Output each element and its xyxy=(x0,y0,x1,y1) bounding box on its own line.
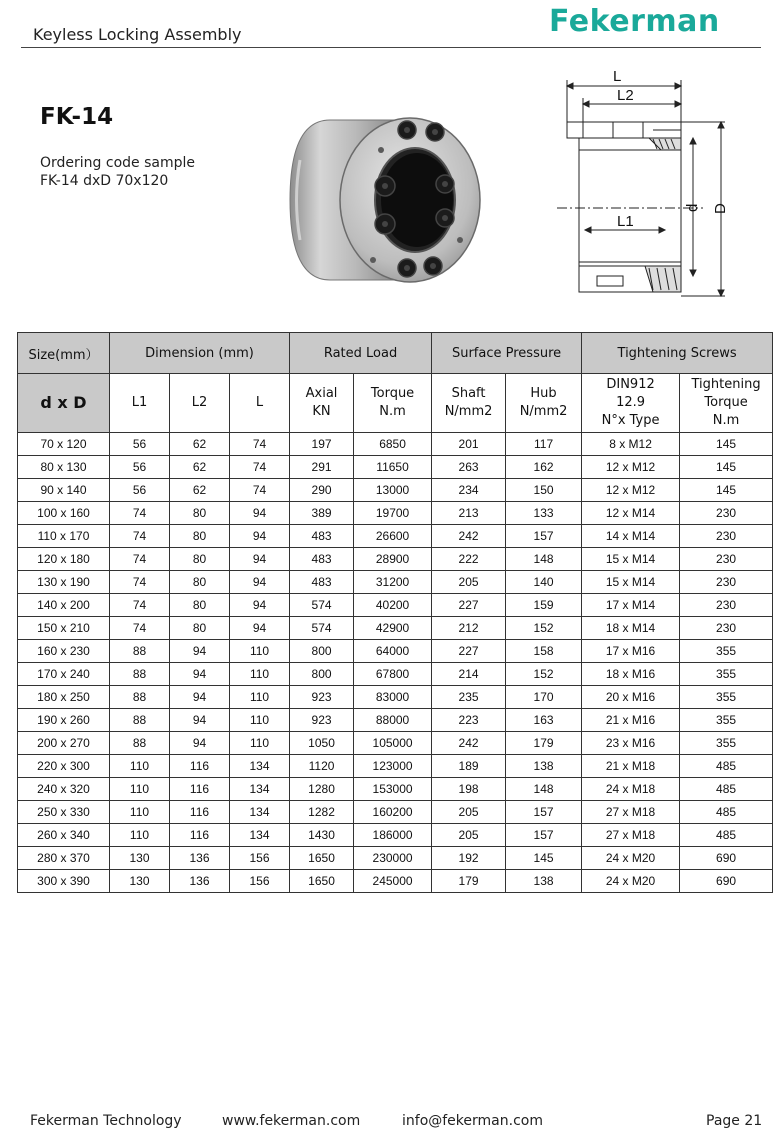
cell-screws: 24 x M20 xyxy=(582,870,680,893)
cell-l2: 136 xyxy=(170,870,230,893)
cell-screws: 18 x M14 xyxy=(582,617,680,640)
cell-axial-kn: 483 xyxy=(290,571,354,594)
cell-l1: 56 xyxy=(110,433,170,456)
cell-hub-pressure: 148 xyxy=(506,778,582,801)
cell-torque-nm: 88000 xyxy=(354,709,432,732)
cell-size: 220 x 300 xyxy=(18,755,110,778)
cell-axial-kn: 483 xyxy=(290,525,354,548)
cell-l2: 116 xyxy=(170,755,230,778)
header-rated-load: Rated Load xyxy=(290,333,432,374)
cell-torque-nm: 153000 xyxy=(354,778,432,801)
cell-size: 150 x 210 xyxy=(18,617,110,640)
cell-tightening-torque: 230 xyxy=(680,617,773,640)
cell-torque-nm: 40200 xyxy=(354,594,432,617)
cell-tightening-torque: 355 xyxy=(680,663,773,686)
cell-size: 100 x 160 xyxy=(18,502,110,525)
cell-size: 90 x 140 xyxy=(18,479,110,502)
cell-l2: 80 xyxy=(170,594,230,617)
cell-l1: 110 xyxy=(110,801,170,824)
cell-l2: 136 xyxy=(170,847,230,870)
cell-hub-pressure: 163 xyxy=(506,709,582,732)
technical-drawing xyxy=(553,66,733,302)
subheader-shaft: Shaft N/mm2 xyxy=(432,374,506,433)
table-row xyxy=(18,502,773,525)
cell-screws: 21 x M16 xyxy=(582,709,680,732)
cell-l1: 74 xyxy=(110,571,170,594)
cell-size: 120 x 180 xyxy=(18,548,110,571)
cell-screws: 27 x M18 xyxy=(582,801,680,824)
cell-l1: 74 xyxy=(110,502,170,525)
cell-axial-kn: 1120 xyxy=(290,755,354,778)
subheader-l: L xyxy=(230,374,290,433)
cell-l2: 94 xyxy=(170,686,230,709)
cell-tightening-torque: 355 xyxy=(680,686,773,709)
cell-torque-nm: 105000 xyxy=(354,732,432,755)
cell-hub-pressure: 157 xyxy=(506,801,582,824)
cell-l2: 80 xyxy=(170,502,230,525)
cell-torque-nm: 28900 xyxy=(354,548,432,571)
cell-torque-nm: 83000 xyxy=(354,686,432,709)
document-title: Keyless Locking Assembly xyxy=(33,25,242,44)
cell-screws: 12 x M12 xyxy=(582,479,680,502)
cell-torque-nm: 230000 xyxy=(354,847,432,870)
cell-l: 134 xyxy=(230,778,290,801)
cell-shaft-pressure: 227 xyxy=(432,594,506,617)
subheader-hub: Hub N/mm2 xyxy=(506,374,582,433)
product-photo xyxy=(285,100,485,300)
ordering-code-sample: FK-14 dxD 70x120 xyxy=(40,173,169,189)
subheader-axial: Axial KN xyxy=(290,374,354,433)
cell-axial-kn: 1430 xyxy=(290,824,354,847)
cell-axial-kn: 1282 xyxy=(290,801,354,824)
cell-size: 300 x 390 xyxy=(18,870,110,893)
table-row xyxy=(18,709,773,732)
cell-l: 74 xyxy=(230,479,290,502)
cell-hub-pressure: 179 xyxy=(506,732,582,755)
cell-size: 130 x 190 xyxy=(18,571,110,594)
cell-l: 110 xyxy=(230,709,290,732)
cell-screws: 15 x M14 xyxy=(582,548,680,571)
cell-shaft-pressure: 212 xyxy=(432,617,506,640)
cell-tightening-torque: 485 xyxy=(680,778,773,801)
cell-axial-kn: 483 xyxy=(290,548,354,571)
footer-company: Fekerman Technology xyxy=(30,1113,182,1129)
table-row xyxy=(18,847,773,870)
cell-torque-nm: 11650 xyxy=(354,456,432,479)
cell-l2: 62 xyxy=(170,456,230,479)
cell-l2: 94 xyxy=(170,709,230,732)
table-row xyxy=(18,732,773,755)
cell-size: 70 x 120 xyxy=(18,433,110,456)
table-row xyxy=(18,870,773,893)
table-sub-header-row xyxy=(18,374,773,433)
cell-l: 94 xyxy=(230,617,290,640)
cell-torque-nm: 123000 xyxy=(354,755,432,778)
cell-l: 156 xyxy=(230,847,290,870)
cell-hub-pressure: 157 xyxy=(506,525,582,548)
cell-hub-pressure: 117 xyxy=(506,433,582,456)
cell-l: 94 xyxy=(230,502,290,525)
footer-page-number: Page 21 xyxy=(706,1113,763,1129)
cell-axial-kn: 291 xyxy=(290,456,354,479)
cell-shaft-pressure: 192 xyxy=(432,847,506,870)
cell-tightening-torque: 230 xyxy=(680,548,773,571)
cell-shaft-pressure: 189 xyxy=(432,755,506,778)
cell-l: 110 xyxy=(230,663,290,686)
cell-size: 260 x 340 xyxy=(18,824,110,847)
cell-size: 180 x 250 xyxy=(18,686,110,709)
cell-size: 110 x 170 xyxy=(18,525,110,548)
cell-l2: 62 xyxy=(170,433,230,456)
cell-torque-nm: 26600 xyxy=(354,525,432,548)
cell-tightening-torque: 355 xyxy=(680,732,773,755)
cell-shaft-pressure: 205 xyxy=(432,571,506,594)
cell-screws: 24 x M18 xyxy=(582,778,680,801)
cell-size: 170 x 240 xyxy=(18,663,110,686)
header-divider xyxy=(21,47,761,48)
dim-label-d: d xyxy=(684,203,701,212)
cell-l2: 80 xyxy=(170,525,230,548)
cell-axial-kn: 923 xyxy=(290,686,354,709)
cell-l: 94 xyxy=(230,548,290,571)
cell-screws: 14 x M14 xyxy=(582,525,680,548)
cell-hub-pressure: 170 xyxy=(506,686,582,709)
brand-logo: Fekerman xyxy=(549,4,720,39)
cell-screws: 21 x M18 xyxy=(582,755,680,778)
cell-screws: 18 x M16 xyxy=(582,663,680,686)
cell-shaft-pressure: 222 xyxy=(432,548,506,571)
subheader-l1: L1 xyxy=(110,374,170,433)
cell-torque-nm: 245000 xyxy=(354,870,432,893)
cell-axial-kn: 1650 xyxy=(290,847,354,870)
cell-hub-pressure: 138 xyxy=(506,870,582,893)
cell-l1: 74 xyxy=(110,617,170,640)
subheader-tightening-torque: Tightening Torque N.m xyxy=(680,374,773,433)
header-dimension: Dimension (mm) xyxy=(110,333,290,374)
footer-website[interactable]: www.fekerman.com xyxy=(222,1113,361,1129)
cell-torque-nm: 31200 xyxy=(354,571,432,594)
dim-label-L: L xyxy=(613,68,622,85)
cell-l: 94 xyxy=(230,571,290,594)
cell-shaft-pressure: 198 xyxy=(432,778,506,801)
cell-hub-pressure: 150 xyxy=(506,479,582,502)
table-row xyxy=(18,548,773,571)
cell-torque-nm: 13000 xyxy=(354,479,432,502)
cell-l: 134 xyxy=(230,755,290,778)
cell-screws: 8 x M12 xyxy=(582,433,680,456)
table-row xyxy=(18,778,773,801)
cell-shaft-pressure: 205 xyxy=(432,801,506,824)
cell-l: 156 xyxy=(230,870,290,893)
specification-table xyxy=(17,332,773,893)
cell-hub-pressure: 158 xyxy=(506,640,582,663)
cell-shaft-pressure: 205 xyxy=(432,824,506,847)
cell-hub-pressure: 152 xyxy=(506,617,582,640)
cell-tightening-torque: 355 xyxy=(680,709,773,732)
cell-shaft-pressure: 242 xyxy=(432,732,506,755)
cell-l1: 88 xyxy=(110,640,170,663)
cell-hub-pressure: 162 xyxy=(506,456,582,479)
cell-axial-kn: 389 xyxy=(290,502,354,525)
cell-shaft-pressure: 235 xyxy=(432,686,506,709)
cell-screws: 15 x M14 xyxy=(582,571,680,594)
table-row xyxy=(18,479,773,502)
cell-l: 74 xyxy=(230,456,290,479)
cell-size: 160 x 230 xyxy=(18,640,110,663)
cell-size: 250 x 330 xyxy=(18,801,110,824)
cell-tightening-torque: 230 xyxy=(680,525,773,548)
cell-l1: 110 xyxy=(110,755,170,778)
cell-torque-nm: 67800 xyxy=(354,663,432,686)
cell-l2: 80 xyxy=(170,548,230,571)
table-row xyxy=(18,525,773,548)
cell-size: 200 x 270 xyxy=(18,732,110,755)
cell-l1: 130 xyxy=(110,870,170,893)
cell-l2: 94 xyxy=(170,640,230,663)
cell-l2: 116 xyxy=(170,801,230,824)
cell-l2: 80 xyxy=(170,617,230,640)
cell-hub-pressure: 138 xyxy=(506,755,582,778)
cell-l2: 116 xyxy=(170,824,230,847)
cell-size: 80 x 130 xyxy=(18,456,110,479)
cell-axial-kn: 1650 xyxy=(290,870,354,893)
cell-axial-kn: 1280 xyxy=(290,778,354,801)
cell-l2: 94 xyxy=(170,732,230,755)
ordering-code-label: Ordering code sample xyxy=(40,155,195,171)
cell-l2: 94 xyxy=(170,663,230,686)
cell-l: 94 xyxy=(230,594,290,617)
cell-hub-pressure: 145 xyxy=(506,847,582,870)
table-row xyxy=(18,456,773,479)
cell-shaft-pressure: 227 xyxy=(432,640,506,663)
cell-l2: 80 xyxy=(170,571,230,594)
cell-shaft-pressure: 213 xyxy=(432,502,506,525)
cell-tightening-torque: 485 xyxy=(680,801,773,824)
cell-l1: 88 xyxy=(110,686,170,709)
cell-torque-nm: 6850 xyxy=(354,433,432,456)
cell-shaft-pressure: 179 xyxy=(432,870,506,893)
cell-axial-kn: 1050 xyxy=(290,732,354,755)
cell-tightening-torque: 690 xyxy=(680,870,773,893)
cell-shaft-pressure: 214 xyxy=(432,663,506,686)
header-size: Size(mm） xyxy=(18,333,110,374)
cell-l: 110 xyxy=(230,640,290,663)
cell-hub-pressure: 140 xyxy=(506,571,582,594)
table-group-header-row xyxy=(18,333,773,374)
table-row xyxy=(18,640,773,663)
cell-l1: 74 xyxy=(110,594,170,617)
subheader-dxd: d x D xyxy=(18,374,110,433)
cell-screws: 24 x M20 xyxy=(582,847,680,870)
dim-label-L1: L1 xyxy=(617,213,634,230)
cell-l1: 130 xyxy=(110,847,170,870)
cell-l2: 62 xyxy=(170,479,230,502)
cell-torque-nm: 42900 xyxy=(354,617,432,640)
cell-axial-kn: 923 xyxy=(290,709,354,732)
cell-screws: 12 x M14 xyxy=(582,502,680,525)
footer-email[interactable]: info@fekerman.com xyxy=(402,1113,543,1129)
table-row xyxy=(18,571,773,594)
table-row xyxy=(18,663,773,686)
cell-screws: 23 x M16 xyxy=(582,732,680,755)
cell-l: 110 xyxy=(230,686,290,709)
cell-l1: 56 xyxy=(110,456,170,479)
table-row xyxy=(18,433,773,456)
cell-size: 140 x 200 xyxy=(18,594,110,617)
subheader-torque: Torque N.m xyxy=(354,374,432,433)
cell-axial-kn: 800 xyxy=(290,640,354,663)
cell-l: 110 xyxy=(230,732,290,755)
cell-l1: 88 xyxy=(110,663,170,686)
cell-tightening-torque: 485 xyxy=(680,824,773,847)
cell-shaft-pressure: 263 xyxy=(432,456,506,479)
table-row xyxy=(18,594,773,617)
cell-axial-kn: 800 xyxy=(290,663,354,686)
cell-screws: 17 x M14 xyxy=(582,594,680,617)
cell-shaft-pressure: 223 xyxy=(432,709,506,732)
cell-tightening-torque: 355 xyxy=(680,640,773,663)
cell-tightening-torque: 485 xyxy=(680,755,773,778)
cell-shaft-pressure: 234 xyxy=(432,479,506,502)
cell-l: 134 xyxy=(230,824,290,847)
cell-tightening-torque: 690 xyxy=(680,847,773,870)
cell-axial-kn: 574 xyxy=(290,617,354,640)
cell-hub-pressure: 152 xyxy=(506,663,582,686)
header-surface-pressure: Surface Pressure xyxy=(432,333,582,374)
cell-l2: 116 xyxy=(170,778,230,801)
table-row xyxy=(18,755,773,778)
cell-torque-nm: 64000 xyxy=(354,640,432,663)
cell-axial-kn: 197 xyxy=(290,433,354,456)
cell-tightening-torque: 230 xyxy=(680,571,773,594)
cell-screws: 12 x M12 xyxy=(582,456,680,479)
table-row xyxy=(18,686,773,709)
cell-hub-pressure: 133 xyxy=(506,502,582,525)
cell-l: 134 xyxy=(230,801,290,824)
cell-l1: 110 xyxy=(110,824,170,847)
subheader-din912: DIN912 12.9 N°x Type xyxy=(582,374,680,433)
cell-axial-kn: 290 xyxy=(290,479,354,502)
cell-hub-pressure: 159 xyxy=(506,594,582,617)
cell-tightening-torque: 230 xyxy=(680,502,773,525)
cell-l1: 74 xyxy=(110,548,170,571)
table-body xyxy=(18,433,773,893)
cell-tightening-torque: 145 xyxy=(680,456,773,479)
cell-torque-nm: 19700 xyxy=(354,502,432,525)
cell-size: 240 x 320 xyxy=(18,778,110,801)
cell-l1: 56 xyxy=(110,479,170,502)
cell-l1: 88 xyxy=(110,709,170,732)
dim-label-D: D xyxy=(712,203,729,214)
cell-tightening-torque: 145 xyxy=(680,479,773,502)
dim-label-L2: L2 xyxy=(617,87,634,104)
cell-size: 190 x 260 xyxy=(18,709,110,732)
cell-l1: 110 xyxy=(110,778,170,801)
header-tightening-screws: Tightening Screws xyxy=(582,333,773,374)
cell-torque-nm: 186000 xyxy=(354,824,432,847)
table-row xyxy=(18,617,773,640)
cell-l1: 88 xyxy=(110,732,170,755)
cell-screws: 20 x M16 xyxy=(582,686,680,709)
cell-shaft-pressure: 201 xyxy=(432,433,506,456)
subheader-l2: L2 xyxy=(170,374,230,433)
cell-l: 94 xyxy=(230,525,290,548)
cell-axial-kn: 574 xyxy=(290,594,354,617)
cell-size: 280 x 370 xyxy=(18,847,110,870)
cell-l: 74 xyxy=(230,433,290,456)
cell-torque-nm: 160200 xyxy=(354,801,432,824)
cell-hub-pressure: 157 xyxy=(506,824,582,847)
cell-tightening-torque: 230 xyxy=(680,594,773,617)
cell-screws: 27 x M18 xyxy=(582,824,680,847)
table-row xyxy=(18,824,773,847)
cell-hub-pressure: 148 xyxy=(506,548,582,571)
model-title: FK-14 xyxy=(40,104,114,130)
table-row xyxy=(18,801,773,824)
cell-screws: 17 x M16 xyxy=(582,640,680,663)
cell-tightening-torque: 145 xyxy=(680,433,773,456)
cell-l1: 74 xyxy=(110,525,170,548)
cell-shaft-pressure: 242 xyxy=(432,525,506,548)
